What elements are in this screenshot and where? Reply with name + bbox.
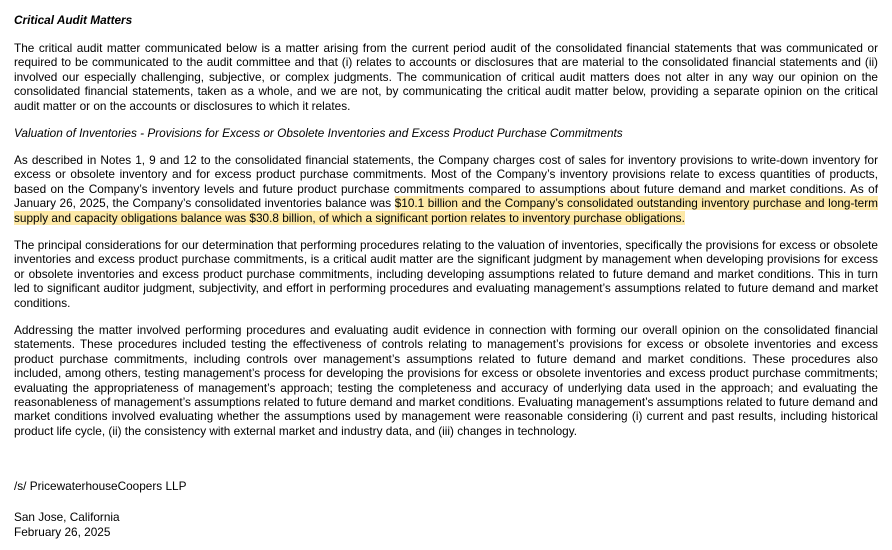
matter-subheading: Valuation of Inventories - Provisions for Excess or Obsolete Inventories and Excess Product Purchase Commitments: [14, 126, 623, 140]
considerations-paragraph: The principal considerations for our determination that performing procedures relating to the valuation of inventories, specifically the provisions for excess or obsolete inventories and excess product purchase commitments, is a critical audit matter are the significant judgment by management when developing provisions for excess or obsolete inventories and excess product purchase commitments, including developing assumptions related to future demand and market conditions. This in turn led to significant auditor judgment, subjectivity, and effort in performing procedures and evaluating management’s assumptions related to future demand and market conditions.: [14, 238, 878, 310]
described-paragraph-text: As described in Notes 1, 9 and 12 to the consolidated financial statements, the Company charges cost of sales for inventory provisions to write-down inventory for excess or obsolete inventory and for excess product purchase commitments. Most of the Company’s inventory provisions relate to excess quantities of products, based on the Company’s inventory levels and future product purchase commitments compared to assumptions about future demand and market conditions. As of January 26, 2025, the Company’s consolidated inventories balance was: [14, 153, 878, 211]
signature-date: February 26, 2025: [14, 525, 111, 539]
procedures-paragraph: Addressing the matter involved performing procedures and evaluating audit evidence in connection with forming our overall opinion on the consolidated financial statements. These procedures included testing the effectiveness of controls relating to management’s provisions for excess or obsolete inventories and excess product purchase commitments, including controls over management’s assumptions related to future demand and market conditions. These procedures also included, among others, testing management’s process for developing the provisions for excess or obsolete inventories and excess product purchase commitments; evaluating the appropriateness of management’s approach; testing the completeness and accuracy of underlying data used in the approach; and evaluating the reasonableness of management’s assumptions related to future demand and market conditions. Evaluating management’s assumptions related to future demand and market conditions involved evaluating whether the assumptions used by management were reasonable considering (i) current and past results, including historical product life cycle, (ii) the consistency with external market and industry data, and (iii) changes in technology.: [14, 323, 878, 438]
section-heading: Critical Audit Matters: [14, 13, 133, 27]
auditor-signature: /s/ PricewaterhouseCoopers LLP: [14, 479, 187, 493]
intro-paragraph: The critical audit matter communicated below is a matter arising from the current period audit of the consolidated financial statements that was communicated or required to be communicated to the audit committee and that (i) relates to accounts or disclosures that are material to the consolidated financial statements and (ii) involved our especially challenging, subjective, or complex judgments. The communication of critical audit matters does not alter in any way our opinion on the consolidated financial statements, taken as a whole, and we are not, by communicating the critical audit matter below, providing a separate opinion on the critical audit matter or on the accounts or disclosures to which it relates.: [14, 41, 878, 113]
signature-location: San Jose, California: [14, 510, 120, 524]
highlighted-text[interactable]: $10.1 billion and the Company’s consolidated outstanding inventory purchase and long-term supply and capacity obligations balance was $30.8 billion, of which a significant portion relates to inventory purchase obligations.: [14, 196, 878, 225]
described-paragraph: [14, 153, 878, 225]
